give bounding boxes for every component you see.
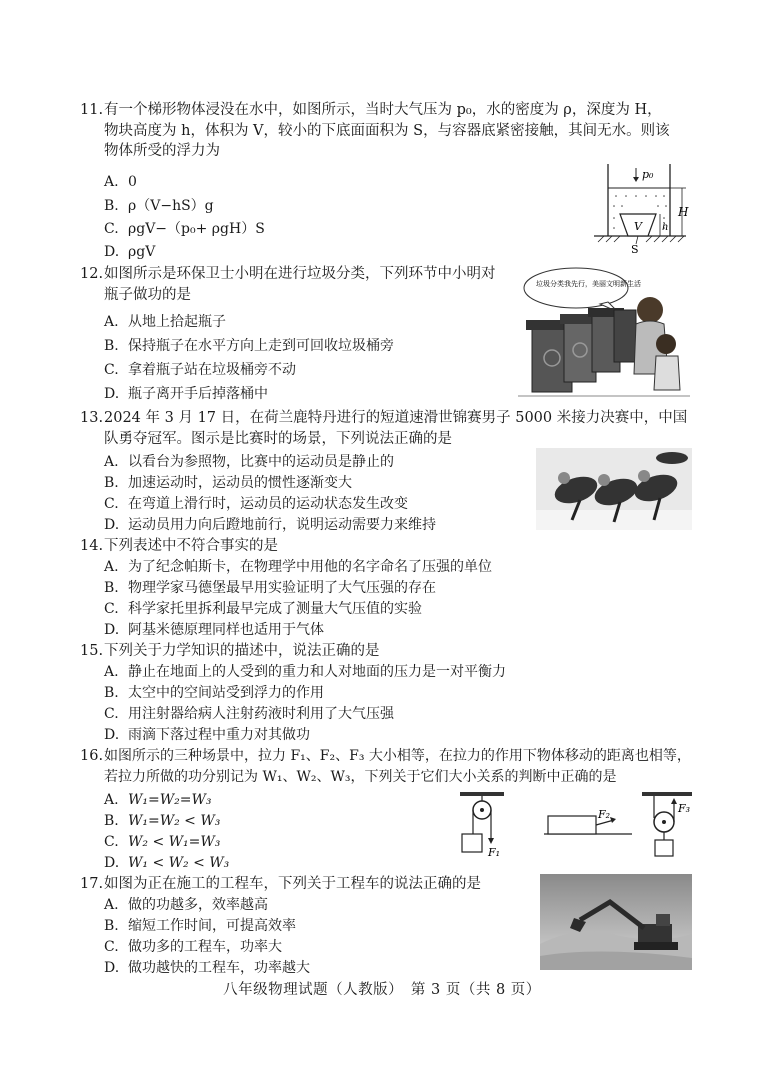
question-11 [80,100,704,162]
option-a: A. 从地上拾起瓶子 [104,314,226,330]
question-number: 13. [80,410,104,426]
question-number: 14. [80,538,104,554]
q13-speed-skating-photo [536,448,692,530]
label-p0: p₀ [642,168,654,181]
option-d: D. 做功越快的工程车，功率越大 [104,960,310,976]
label-V: V [634,220,642,233]
option-d: D. W₁ < W₂ < W₃ [104,855,230,871]
question-stem: 下列关于力学知识的描述中，说法正确的是 [104,643,380,659]
q17-excavator-photo [540,874,692,970]
movable-pulley [642,792,692,856]
option-a: A. 以看台为参照物，比赛中的运动员是静止的 [104,454,394,470]
option-b: B. 物理学家马德堡最早用实验证明了大气压强的存在 [104,580,436,596]
horizontal-block [544,808,632,834]
option-a: A. 做的功越多，效率越高 [104,897,268,913]
question-number: 15. [80,643,104,659]
question-stem: 有一个梯形物体浸没在水中，如图所示，当时大气压为 p₀，水的密度为 ρ，深度为 H， 物块高度为 h，体积为 V，较小的下底面面积为 S，与容器底紧密接触，其间无水。则该 物体所受的浮力为 [104,102,670,159]
label-h: h [662,222,669,233]
option-b: B. 保持瓶子在水平方向上走到可回收垃圾桶旁 [104,338,394,354]
speech-bubble-text: 垃圾分类我先行，美丽文明新生活 [536,280,641,288]
question-stem: 下列表述中不符合事实的是 [104,538,278,554]
page-footer: 八年级物理试题（人教版） 第 3 页（共 8 页） [223,982,541,998]
option-d: D. 阿基米德原理同样也适用于气体 [104,622,324,638]
option-a: A. 静止在地面上的人受到的重力和人对地面的压力是一对平衡力 [104,664,506,680]
question-15 [80,641,704,662]
question-stem: 如图为正在施工的工程车，下列关于工程车的说法正确的是 [104,876,481,892]
option-c: C. 做功多的工程车，功率大 [104,939,282,955]
option-c: C. 科学家托里拆利最早完成了测量大气压值的实验 [104,601,422,617]
question-14 [80,536,704,557]
option-b: B. 加速运动时，运动员的惯性逐渐变大 [104,475,352,491]
question-16 [80,746,724,787]
fixed-pulley [460,792,504,859]
question-number: 11. [80,102,104,118]
option-d: D. 瓶子离开手后掉落桶中 [104,386,268,402]
option-a: A. W₁=W₂=W₃ [104,792,212,808]
option-d: D. 运动员用力向后蹬地前行，说明运动需要力来维持 [104,517,436,533]
option-c: C. W₂ < W₁=W₃ [104,834,221,850]
option-a: A. 0 [104,174,137,190]
q12-recycling-illustration [518,264,690,404]
option-b: B. 太空中的空间站受到浮力的作用 [104,685,324,701]
label-S: S [631,243,639,254]
label-H: H [678,205,689,219]
option-b: B. W₁=W₂ < W₃ [104,813,221,829]
option-a: A. 为了纪念帕斯卡，在物理学中用他的名字命名了压强的单位 [104,559,492,575]
question-stem: 如图所示是环保卫士小明在进行垃圾分类，下列环节中小明对 瓶子做功的是 [104,266,496,303]
q16-pulley-diagrams [452,790,702,862]
question-number: 17. [80,876,104,892]
label-F2: F₂ [598,808,611,821]
option-d: D. ρgV [104,244,156,260]
option-c: C. ρgV−（p₀+ ρgH）S [104,221,265,237]
option-b: B. 缩短工作时间，可提高效率 [104,918,296,934]
label-F3: F₃ [678,802,691,815]
option-d: D. 雨滴下落过程中重力对其做功 [104,727,310,743]
question-stem: 如图所示的三种场景中，拉力 F₁、F₂、F₃ 大小相等，在拉力的作用下物体移动的距离也相等， 若拉力所做的功分别记为 W₁、W₂、W₃，下列关于它们大小关系的判断中正确的是 [104,748,691,785]
question-stem: 2024 年 3 月 17 日，在荷兰鹿特丹进行的短道速滑世锦赛男子 5000 米接力决赛中，中国 队勇夺冠军。图示是比赛时的场景，下列说法正确的是 [104,410,688,447]
question-number: 12. [80,266,104,282]
question-13 [80,408,704,449]
option-c: C. 用注射器给病人注射药液时利用了大气压强 [104,706,394,722]
question-number: 16. [80,748,104,764]
option-b: B. ρ（V−hS）g [104,198,214,214]
option-c: C. 在弯道上滑行时，运动员的运动状态发生改变 [104,496,408,512]
label-F1: F₁ [488,846,501,859]
option-c: C. 拿着瓶子站在垃圾桶旁不动 [104,362,296,378]
q11-container-diagram [590,158,700,254]
question-12 [80,264,544,305]
